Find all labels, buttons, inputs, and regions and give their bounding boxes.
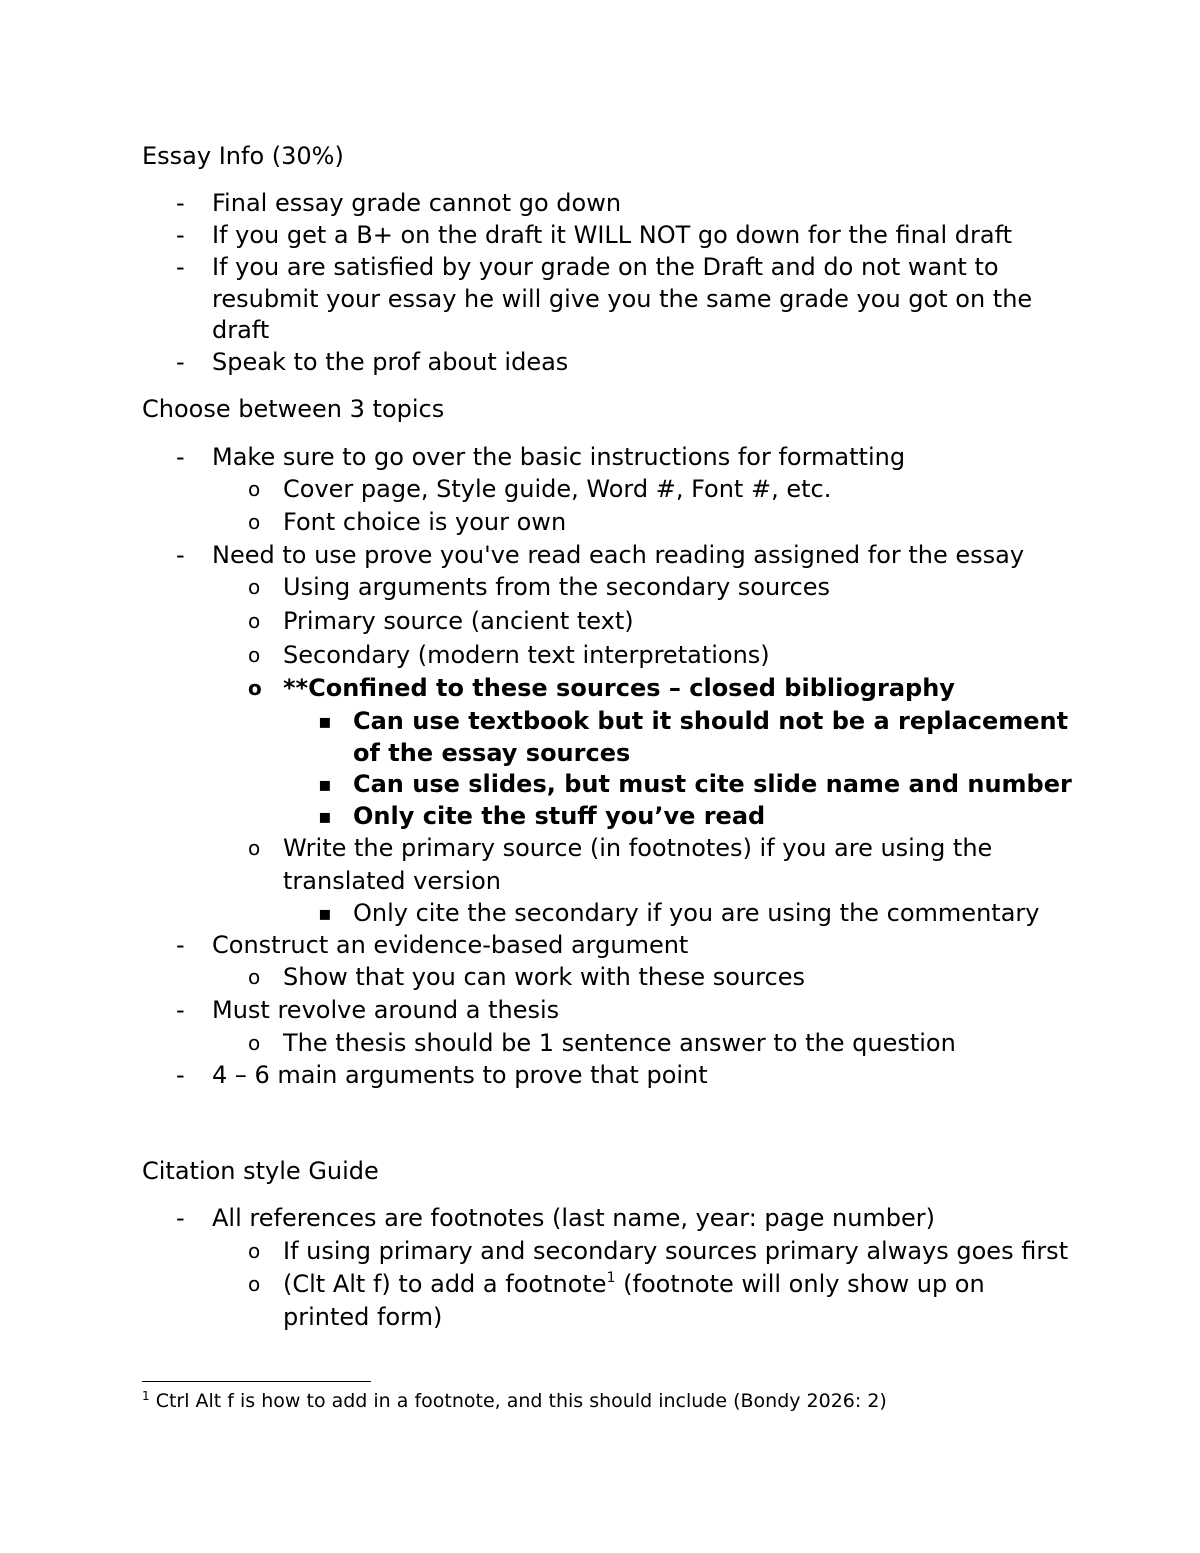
- circle-bullet: o: [248, 609, 261, 633]
- dash-bullet: -: [176, 996, 185, 1024]
- footnote: [142, 1388, 887, 1416]
- dash-bullet: -: [176, 189, 185, 217]
- list-item: [283, 1268, 985, 1304]
- circle-bullet: o: [248, 1272, 261, 1296]
- list-item-continuation: draft: [212, 316, 270, 344]
- list-item: Only cite the secondary if you are using the commentary: [353, 899, 1040, 927]
- square-bullet: ▪: [318, 772, 332, 796]
- list-item-bold: **Confined to these sources – closed bibliography: [283, 674, 955, 702]
- dash-bullet: -: [176, 931, 185, 959]
- dash-bullet: -: [176, 1061, 185, 1089]
- square-bullet: ▪: [318, 901, 332, 925]
- dash-bullet: -: [176, 443, 185, 471]
- heading-essay-info: Essay Info (30%): [142, 142, 344, 170]
- list-item: Cover page, Style guide, Word #, Font #, etc.: [283, 475, 832, 503]
- list-item: Speak to the prof about ideas: [212, 348, 569, 376]
- footnote-number: 1: [142, 1389, 150, 1403]
- list-item: Write the primary source (in footnotes) if you are using the: [283, 834, 993, 862]
- dash-bullet: -: [176, 253, 185, 281]
- list-item: If using primary and secondary sources primary always goes first: [283, 1237, 1069, 1265]
- circle-bullet: o: [248, 965, 261, 989]
- list-item: Show that you can work with these sources: [283, 963, 805, 991]
- list-item-continuation: printed form): [283, 1303, 443, 1331]
- square-bullet: ▪: [318, 804, 332, 828]
- list-item: If you get a B+ on the draft it WILL NOT go down for the final draft: [212, 221, 1013, 249]
- circle-bullet: o: [248, 1239, 261, 1263]
- dash-bullet: -: [176, 1204, 185, 1232]
- list-item: 4 – 6 main arguments to prove that point: [212, 1061, 708, 1089]
- list-item-continuation: translated version: [283, 867, 502, 895]
- square-bullet: ▪: [318, 709, 332, 733]
- list-item-bold: Only cite the stuff you’ve read: [353, 802, 766, 830]
- heading-citation-guide: Citation style Guide: [142, 1157, 379, 1185]
- list-item: Must revolve around a thesis: [212, 996, 560, 1024]
- list-item: The thesis should be 1 sentence answer to the question: [283, 1029, 956, 1057]
- circle-bullet: o: [248, 477, 261, 501]
- list-item: If you are satisfied by your grade on the Draft and do not want to: [212, 253, 999, 281]
- dash-bullet: -: [176, 348, 185, 376]
- list-item: Need to use prove you've read each reading assigned for the essay: [212, 541, 1025, 569]
- list-item-bold: Can use textbook but it should not be a replacement: [353, 707, 1069, 735]
- list-item: Using arguments from the secondary sources: [283, 573, 831, 601]
- footnote-text: Ctrl Alt f is how to add in a footnote, and this should include (Bondy 2026: 2): [155, 1390, 887, 1412]
- list-item-continuation: of the essay sources: [353, 739, 631, 767]
- list-item-text: (Clt Alt f) to add a footnote: [283, 1270, 607, 1298]
- list-item: Final essay grade cannot go down: [212, 189, 622, 217]
- list-item: Primary source (ancient text): [283, 607, 634, 635]
- list-item-continuation: resubmit your essay he will give you the same grade you got on the: [212, 285, 1033, 313]
- list-item-bold: Can use slides, but must cite slide name and number: [353, 770, 1072, 798]
- footnote-reference[interactable]: 1: [606, 1270, 616, 1286]
- dash-bullet: -: [176, 541, 185, 569]
- dash-bullet: -: [176, 221, 185, 249]
- heading-topics: Choose between 3 topics: [142, 395, 445, 423]
- list-item: Font choice is your own: [283, 508, 567, 536]
- circle-bullet: o: [248, 1031, 261, 1055]
- circle-bullet: o: [248, 510, 261, 534]
- circle-bullet: o: [248, 836, 261, 860]
- circle-bullet: o: [248, 676, 262, 700]
- list-item: Secondary (modern text interpretations): [283, 641, 770, 669]
- list-item: All references are footnotes (last name, year: page number): [212, 1204, 936, 1232]
- circle-bullet: o: [248, 643, 261, 667]
- footnote-separator: [142, 1381, 371, 1382]
- list-item-text: (footnote will only show up on: [623, 1270, 985, 1298]
- circle-bullet: o: [248, 575, 261, 599]
- list-item: Construct an evidence-based argument: [212, 931, 689, 959]
- list-item: Make sure to go over the basic instructions for formatting: [212, 443, 906, 471]
